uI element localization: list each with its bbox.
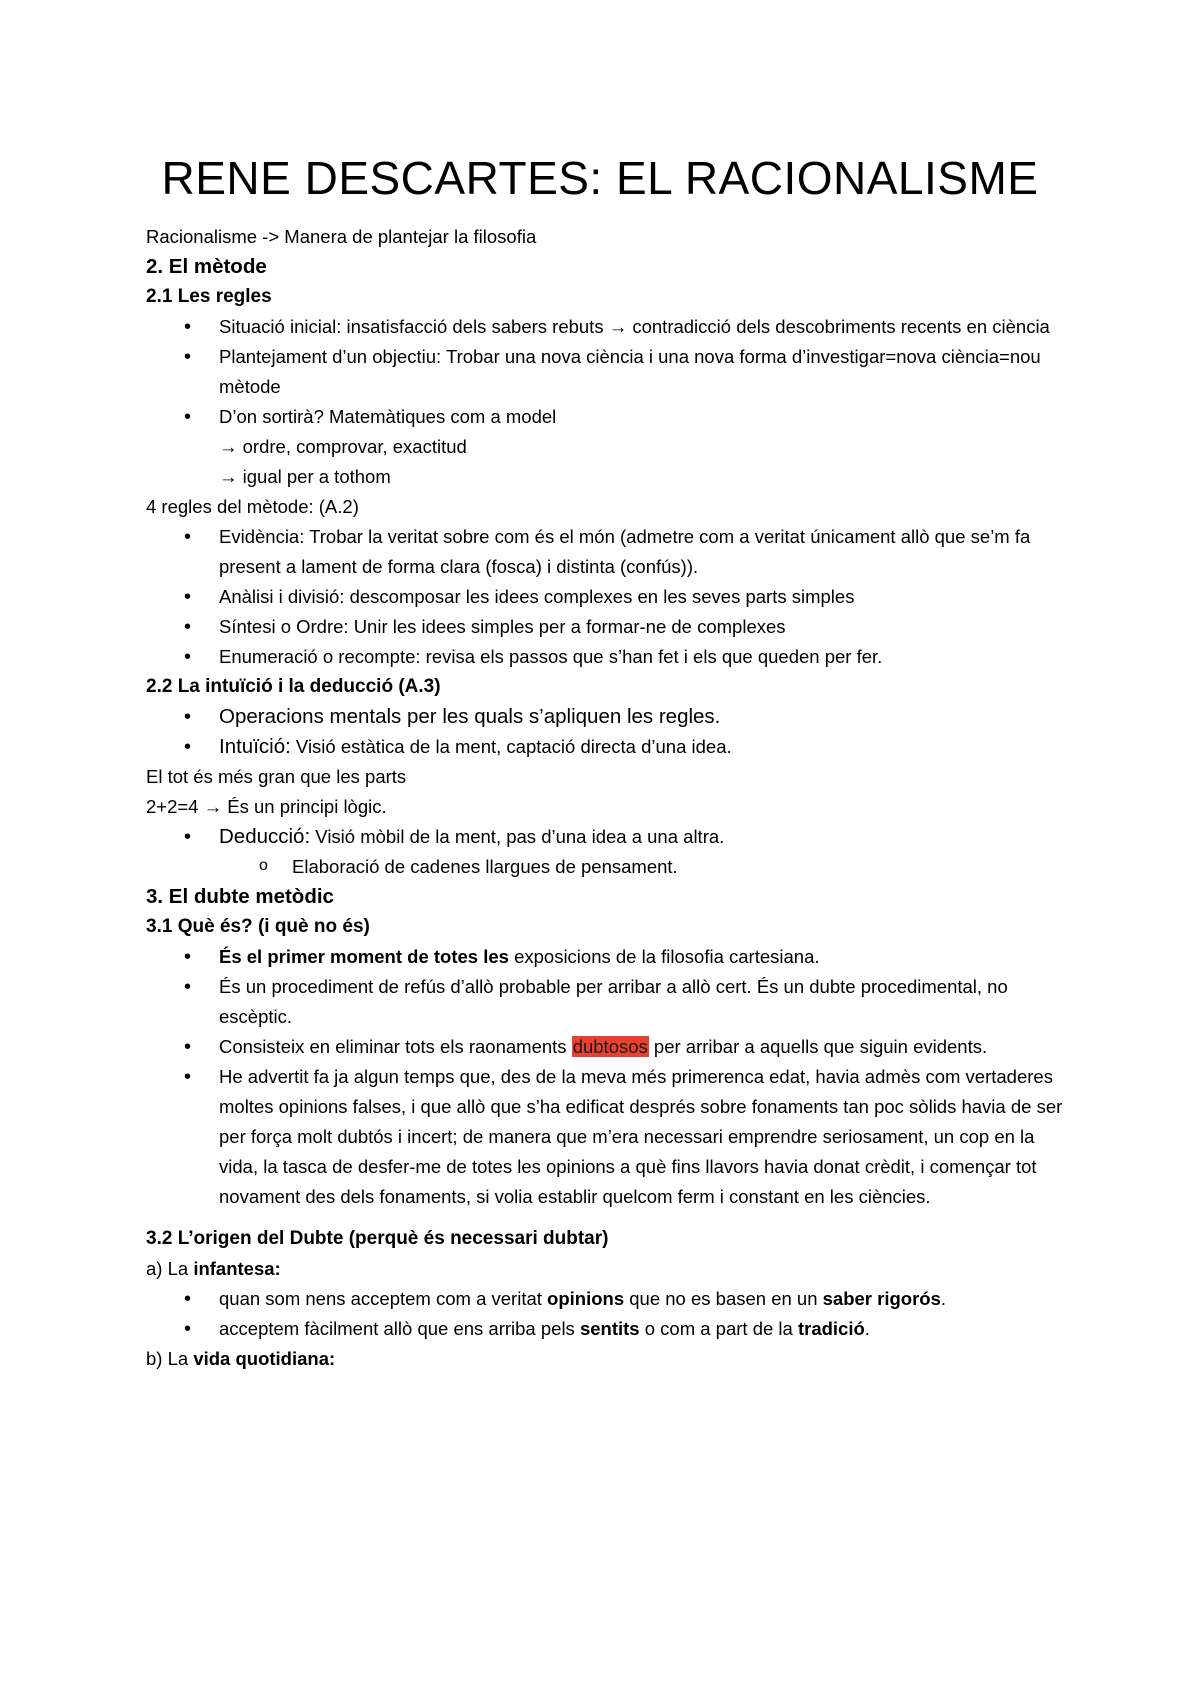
sub-list-item: o Elaboració de cadenes llargues de pensament. — [146, 852, 1066, 882]
section-2-2-heading: 2.2 La intuïció i la deducció (A.3) — [146, 676, 441, 697]
text: quan som nens acceptem com a veritat — [219, 1288, 548, 1309]
rules-context-list — [146, 312, 1066, 492]
subsection-b — [146, 1344, 1066, 1374]
list-item-text: per arribar a aquells que siguin evidents. — [648, 1036, 988, 1057]
list-item: • He advertit fa ja algun temps que, des de la meva més primerenca edat, havia admès com vertaderes moltes opinions falses, i que allò que s’ha edificat després sobre fonaments tan poc sòlids havia de ser per força molt dubtós i incert; de manera que m’era necessari emprendre seriosament, un cop en la vida, la tasca de desfer-me de totes les opinions a què fins llavors havia donat crèdit, i començar tot novament des dels fonaments, si volia establir quelcom ferm i constant en les ciències. — [146, 1062, 1066, 1212]
document-title: RENE DESCARTES: EL RACIONALISME — [161, 152, 1039, 204]
list-item-text: exposicions de la filosofia cartesiana. — [508, 946, 820, 967]
section-2-1-heading: 2.1 Les regles — [146, 286, 272, 307]
section-3-1-heading: 3.1 Què és? (i què no és) — [146, 916, 370, 937]
list-item: • Síntesi o Ordre: Unir les idees simples per a formar-ne de complexes — [146, 612, 1066, 642]
list-item — [146, 402, 1066, 492]
intro-line: Racionalisme -> Manera de plantejar la filosofia — [146, 226, 537, 247]
term-label: Deducció: — [219, 825, 311, 848]
arrow-line: → ordre, comprovar, exactitud — [219, 436, 467, 457]
rules-list — [146, 522, 1066, 672]
spacer — [146, 1212, 1066, 1224]
list-item — [146, 1032, 1066, 1062]
doubt-list — [146, 942, 1066, 1212]
list-item-text: Consisteix en eliminar tots els raonaments — [219, 1036, 572, 1057]
section-3-heading: 3. El dubte metòdic — [146, 885, 334, 908]
list-item: • Evidència: Trobar la veritat sobre com és el món (admetre com a veritat únicament allò que se’m fa present a lament de forma clara (fosca) i distinta (confús)). — [146, 522, 1066, 582]
emphasis-text: opinions — [547, 1288, 625, 1309]
text: o com a part de la — [639, 1318, 798, 1339]
text: . — [864, 1318, 870, 1339]
arrow-line: → igual per a tothom — [219, 466, 391, 487]
term-definition: Visió mòbil de la ment, pas d’una idea a una altra. — [310, 826, 725, 847]
intuition-list — [146, 702, 1066, 762]
list-item — [146, 822, 1066, 852]
list-item: • Enumeració o recompte: revisa els passos que s’han fet i els que queden per fer. — [146, 642, 1066, 672]
term-label: Intuïció: — [219, 735, 291, 758]
highlighted-word: dubtosos — [572, 1036, 648, 1057]
emphasis-text: saber rigorós — [822, 1288, 941, 1309]
term-definition: Visió estàtica de la ment, captació directa d’una idea. — [290, 736, 732, 757]
text: acceptem fàcilment allò que ens arriba pels — [219, 1318, 580, 1339]
list-item: • És un procediment de refús d’allò probable per arribar a allò cert. És un dubte procedimental, no escèptic. — [146, 972, 1066, 1032]
section-2-heading: 2. El mètode — [146, 255, 267, 278]
label-prefix: b) La — [146, 1348, 194, 1369]
childhood-list — [146, 1284, 1066, 1344]
subsection-a — [146, 1254, 1066, 1284]
list-item — [146, 1284, 1066, 1314]
list-item: • Plantejament d’un objectiu: Trobar una nova ciència i una nova forma d’investigar=nova ciència=nou mètode — [146, 342, 1066, 402]
list-item-text: D’on sortirà? Matemàtiques com a model — [219, 406, 557, 427]
text: que no es basen en un — [624, 1288, 823, 1309]
sub-list — [146, 852, 1066, 882]
emphasis-text: sentits — [579, 1318, 640, 1339]
document-body — [146, 222, 1066, 1374]
example-line: El tot és més gran que les parts — [146, 766, 407, 787]
text: . — [940, 1288, 947, 1309]
label-bold: infantesa: — [193, 1258, 281, 1279]
section-3-2-heading: 3.2 L’origen del Dubte (perquè és necessari dubtar) — [146, 1228, 609, 1249]
list-item: • Anàlisi i divisió: descomposar les idees complexes en les seves parts simples — [146, 582, 1066, 612]
rules-intro: 4 regles del mètode: (A.2) — [146, 496, 359, 517]
emphasis-text: És el primer moment de totes les — [219, 946, 509, 967]
list-item — [146, 942, 1066, 972]
list-item: • Operacions mentals per les quals s’apliquen les regles. — [146, 702, 1066, 732]
deduction-list — [146, 822, 1066, 852]
label-bold: vida quotidiana: — [193, 1348, 336, 1369]
list-item — [146, 732, 1066, 762]
list-item — [146, 1314, 1066, 1344]
label-prefix: a) La — [146, 1258, 194, 1279]
emphasis-text: tradició — [797, 1318, 865, 1339]
example-line: 2+2=4 → És un principi lògic. — [146, 796, 387, 817]
list-item: • Situació inicial: insatisfacció dels sabers rebuts → contradicció dels descobriments recents en ciència — [146, 312, 1066, 342]
